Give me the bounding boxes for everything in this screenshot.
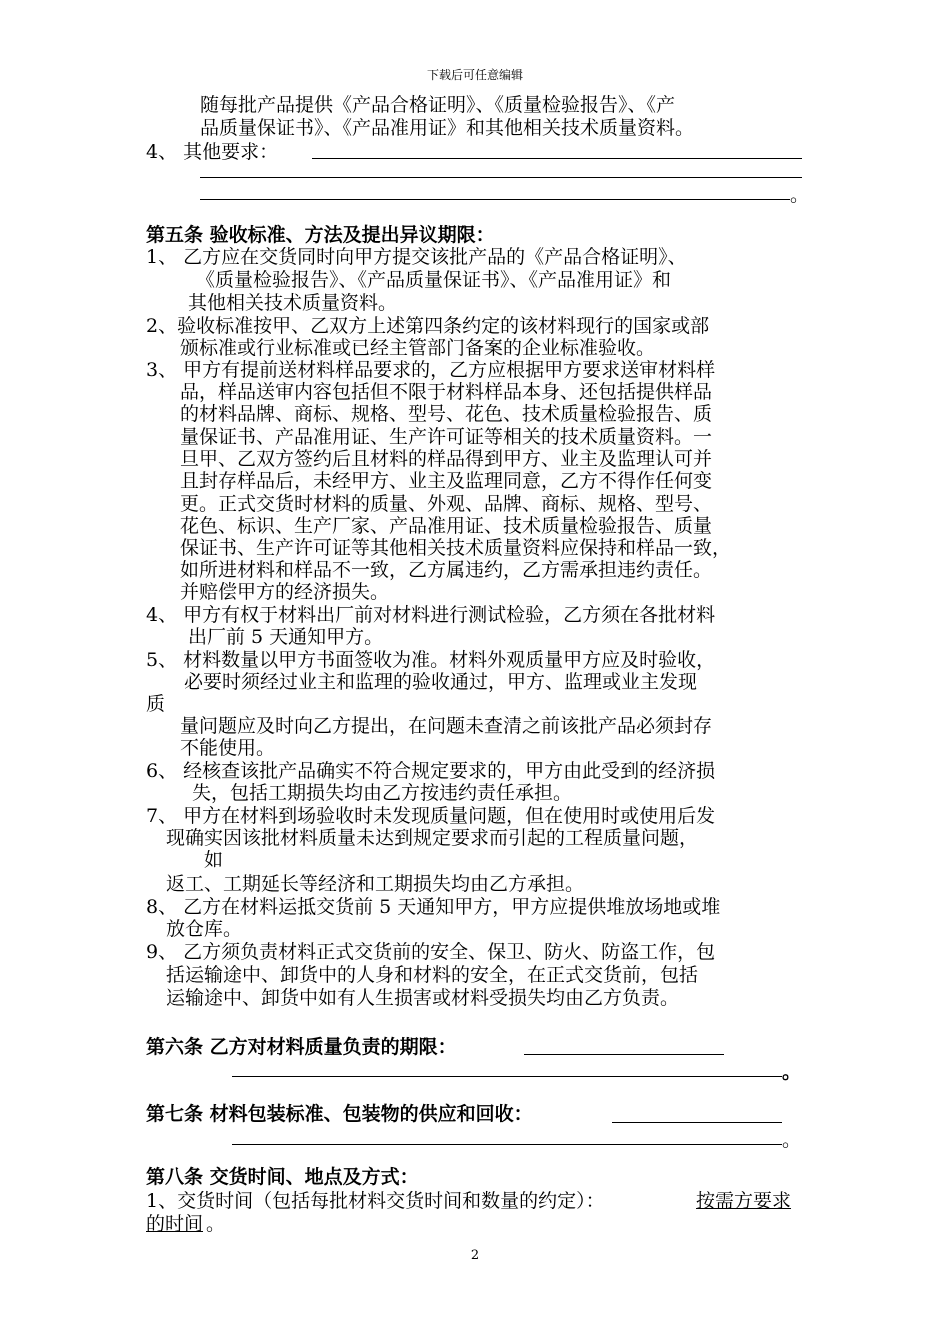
text-line: 失，包括工期损失均由乙方按违约责任承担。 <box>192 782 573 804</box>
text-line: 返工、工期延长等经济和工期损失均由乙方承担。 <box>166 873 585 895</box>
period: 。 <box>206 1213 226 1235</box>
text-line: 花色、标识、生产厂家、产品准用证、技术质量检验报告、质量 <box>180 515 713 537</box>
text-line: 8、 乙方在材料运抵交货前 5 天通知甲方，甲方应提供堆放场地或堆 <box>146 896 721 918</box>
text-line: 5、 材料数量以甲方书面签收为准。材料外观质量甲方应及时验收， <box>146 649 716 671</box>
text-line: 且封存样品后，未经甲方、业主及监理同意，乙方不得作任何变 <box>180 470 713 492</box>
article-7-heading: 第七条 材料包装标准、包装物的供应和回收： <box>146 1103 533 1125</box>
filled-value: 的时间 <box>146 1213 204 1235</box>
text-line: 品，样品送审内容包括但不限于材料样品本身、还包括提供样品 <box>180 381 713 403</box>
article-5-heading: 第五条 验收标准、方法及提出异议期限： <box>146 224 495 246</box>
text-line: 质 <box>146 693 166 715</box>
text-line: 的材料品牌、商标、规格、型号、花色、技术质量检验报告、质 <box>180 403 713 425</box>
text-line: 如 <box>204 849 224 871</box>
article-8-heading: 第八条 交货时间、地点及方式： <box>146 1166 419 1188</box>
text-line: 颁标准或行业标准或已经主管部门备案的企业标准验收。 <box>180 337 656 359</box>
fill-in-line <box>612 1122 782 1123</box>
text-line: 旦甲、乙双方签约后且材料的样品得到甲方、业主及监理认可并 <box>180 448 713 470</box>
text-line: 更。正式交货时材料的质量、外观、品牌、商标、规格、型号、 <box>180 493 713 515</box>
text-line: 如所进材料和样品不一致，乙方属违约，乙方需承担违约责任。 <box>180 559 713 581</box>
text-line: 品质量保证书》、《产品准用证》和其他相关技术质量资料。 <box>200 117 695 139</box>
filled-value: 按需方要求 <box>696 1190 792 1212</box>
text-line: 必要时须经过业主和监理的验收通过，甲方、监理或业主发现 <box>184 671 698 693</box>
text-line: 4、 甲方有权于材料出厂前对材料进行测试检验，乙方须在各批材料 <box>146 604 716 626</box>
fill-in-line <box>200 177 802 178</box>
article-6-heading: 第六条 乙方对材料质量负责的期限： <box>146 1036 457 1058</box>
period: 。 <box>782 1061 802 1083</box>
fill-in-line <box>200 199 790 200</box>
period: 。 <box>782 1129 802 1151</box>
text-line: 并赔偿甲方的经济损失。 <box>180 581 390 603</box>
text-line: 2、验收标准按甲、乙双方上述第四条约定的该材料现行的国家或部 <box>146 315 710 337</box>
text-line: 量问题应及时向乙方提出，在问题未查清之前该批产品必须封存 <box>180 715 713 737</box>
text-line: 《质量检验报告》、《产品质量保证书》、《产品准用证》和 <box>196 269 672 291</box>
text-line: 放仓库。 <box>166 918 243 940</box>
text-line: 保证书、生产许可证等其他相关技术质量资料应保持和样品一致， <box>180 537 732 559</box>
text-line: 其他相关技术质量资料。 <box>188 292 398 314</box>
fill-in-line <box>524 1054 724 1055</box>
text-line: 运输途中、卸货中如有人生损害或材料受损失均由乙方负责。 <box>166 987 680 1009</box>
text-line: 1、 乙方应在交货同时向甲方提交该批产品的《产品合格证明》、 <box>146 246 687 268</box>
page-number: 2 <box>470 1248 480 1263</box>
text-line: 7、 甲方在材料到场验收时未发现质量问题，但在使用时或使用后发 <box>146 805 716 827</box>
period: 。 <box>790 184 810 206</box>
text-line: 随每批产品提供《产品合格证明》、《质量检验报告》、《产 <box>200 94 676 116</box>
text-line: 括运输途中、卸货中的人身和材料的安全，在正式交货前，包括 <box>166 964 699 986</box>
fill-in-line <box>232 1144 782 1145</box>
text-line: 4、 其他要求： <box>146 141 279 163</box>
text-line: 6、 经核查该批产品确实不符合规定要求的，甲方由此受到的经济损 <box>146 760 716 782</box>
text-line: 不能使用。 <box>180 737 276 759</box>
fill-in-line <box>232 1076 782 1077</box>
page-header: 下载后可任意编辑 <box>426 68 523 82</box>
text-line: 出厂前 5 天通知甲方。 <box>188 626 384 648</box>
text-line: 3、 甲方有提前送材料样品要求的，乙方应根据甲方要求送审材料样 <box>146 359 716 381</box>
text-line: 9、 乙方须负责材料正式交货前的安全、保卫、防火、防盗工作，包 <box>146 941 716 963</box>
text-line: 量保证书、产品准用证、生产许可证等相关的技术质量资料。一 <box>180 426 713 448</box>
text-line: 现确实因该批材料质量未达到规定要求而引起的工程质量问题， <box>166 827 699 849</box>
fill-in-line <box>312 158 802 159</box>
text-line: 1、交货时间（包括每批材料交货时间和数量的约定）： <box>146 1190 605 1212</box>
